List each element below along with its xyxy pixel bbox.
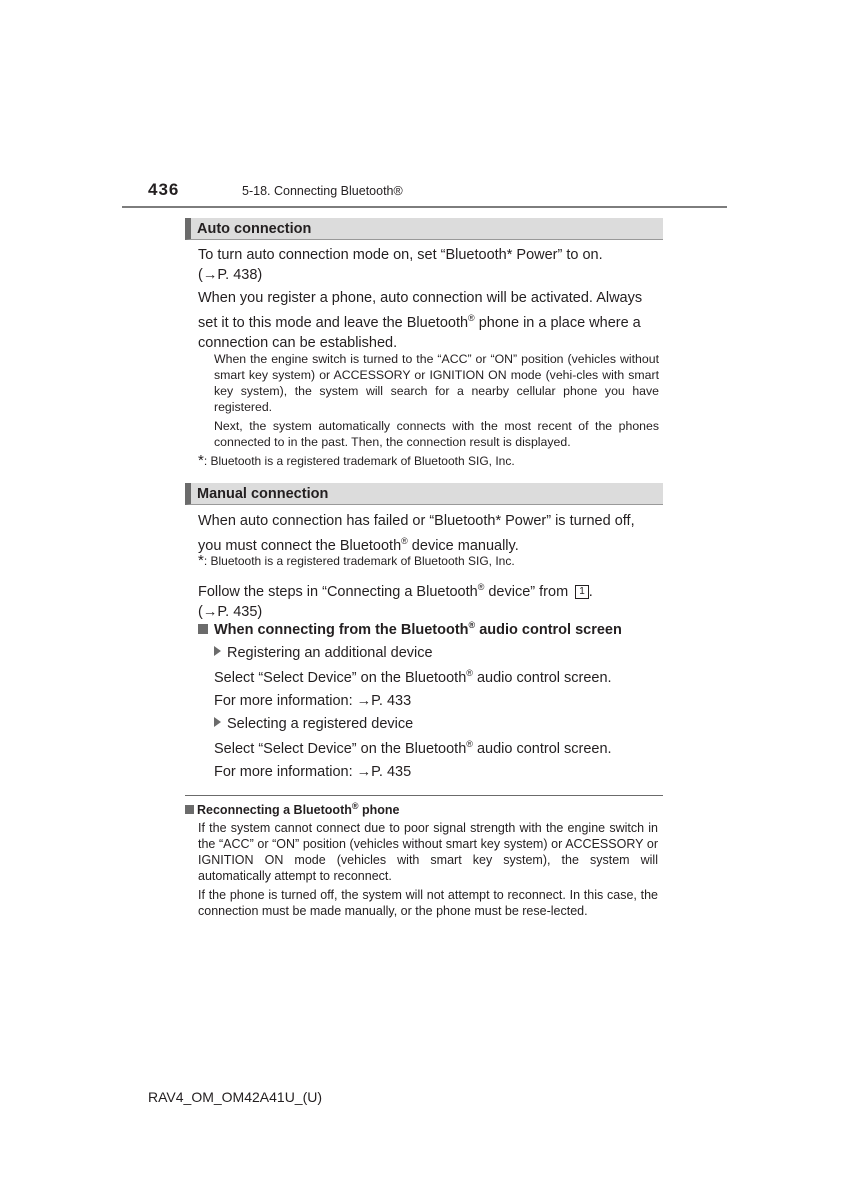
auto-connection-heading-text: Auto connection bbox=[197, 221, 312, 237]
auto-small1: When the engine switch is turned to the “ACC” or “ON” position (vehicles without smart key system) or ACCESSORY or IGNITION ON mode (vehi-cles with smart key system), the system will search for a nearby cellular phone you have registered. bbox=[214, 352, 659, 414]
notes-para2: If the phone is turned off, the system will not attempt to reconnect. In this case, the connection must be made manually, or the phone must be rese-lected. bbox=[198, 888, 658, 918]
item1-title: Registering an additional device bbox=[214, 645, 433, 661]
item1-text: Select “Select Device” on the Bluetooth® audio control screen. bbox=[214, 668, 612, 686]
page-number: 436 bbox=[148, 180, 180, 199]
auto-para1: To turn auto connection mode on, set “Bluetooth* Power” to on. (→P. 438) bbox=[198, 247, 603, 283]
manual-para1: When auto connection has failed or “Bluetooth* Power” is turned off, you must connect the Bluetooth® device manually. bbox=[198, 513, 635, 554]
manual-connection-heading-text: Manual connection bbox=[197, 486, 329, 502]
auto-para2: When you register a phone, auto connection will be activated. Always set it to this mode and leave the Bluetooth® phone in a place where a connection can be established. bbox=[198, 290, 643, 351]
triangle-bullet-icon bbox=[214, 717, 221, 727]
triangle-bullet-icon bbox=[214, 646, 221, 656]
auto-connection-heading bbox=[185, 218, 663, 240]
bluetooth-audio-subheading: When connecting from the Bluetooth® audio control screen bbox=[198, 620, 622, 638]
item2-more: For more information: →P. 435 bbox=[214, 764, 412, 780]
document-code: RAV4_OM_OM42A41U_(U) bbox=[148, 1089, 323, 1105]
item1-more: For more information: →P. 433 bbox=[214, 693, 412, 709]
manual-connection-heading bbox=[185, 483, 663, 505]
auto-small2: Next, the system automatically connects with the most recent of the phones connected to in the past. Then, the connection result is displayed. bbox=[214, 419, 659, 449]
section-title: 5-18. Connecting Bluetooth® bbox=[242, 184, 403, 198]
square-bullet-icon bbox=[185, 805, 194, 814]
notes-divider bbox=[185, 795, 663, 796]
item2-text: Select “Select Device” on the Bluetooth® audio control screen. bbox=[214, 739, 612, 757]
auto-footnote: *: Bluetooth is a registered trademark of Bluetooth SIG, Inc. bbox=[198, 452, 515, 469]
square-bullet-icon bbox=[198, 624, 208, 634]
notes-heading: Reconnecting a Bluetooth® phone bbox=[185, 801, 399, 817]
manual-para2: Follow the steps in “Connecting a Bluetooth® device” from 1 . (→P. 435) bbox=[198, 582, 593, 620]
step-number-box: 1 bbox=[575, 585, 589, 599]
manual-footnote: *: Bluetooth is a registered trademark of Bluetooth SIG, Inc. bbox=[198, 552, 515, 569]
notes-para1: If the system cannot connect due to poor signal strength with the engine switch in the “ACC” or “ON” position (vehicles without smart key system) or ACCESSORY or IGNITION ON mode (vehicles with smart key system), the system will automatically attempt to reconnect. bbox=[198, 821, 658, 883]
header-divider bbox=[122, 206, 727, 208]
item2-title: Selecting a registered device bbox=[214, 716, 413, 732]
